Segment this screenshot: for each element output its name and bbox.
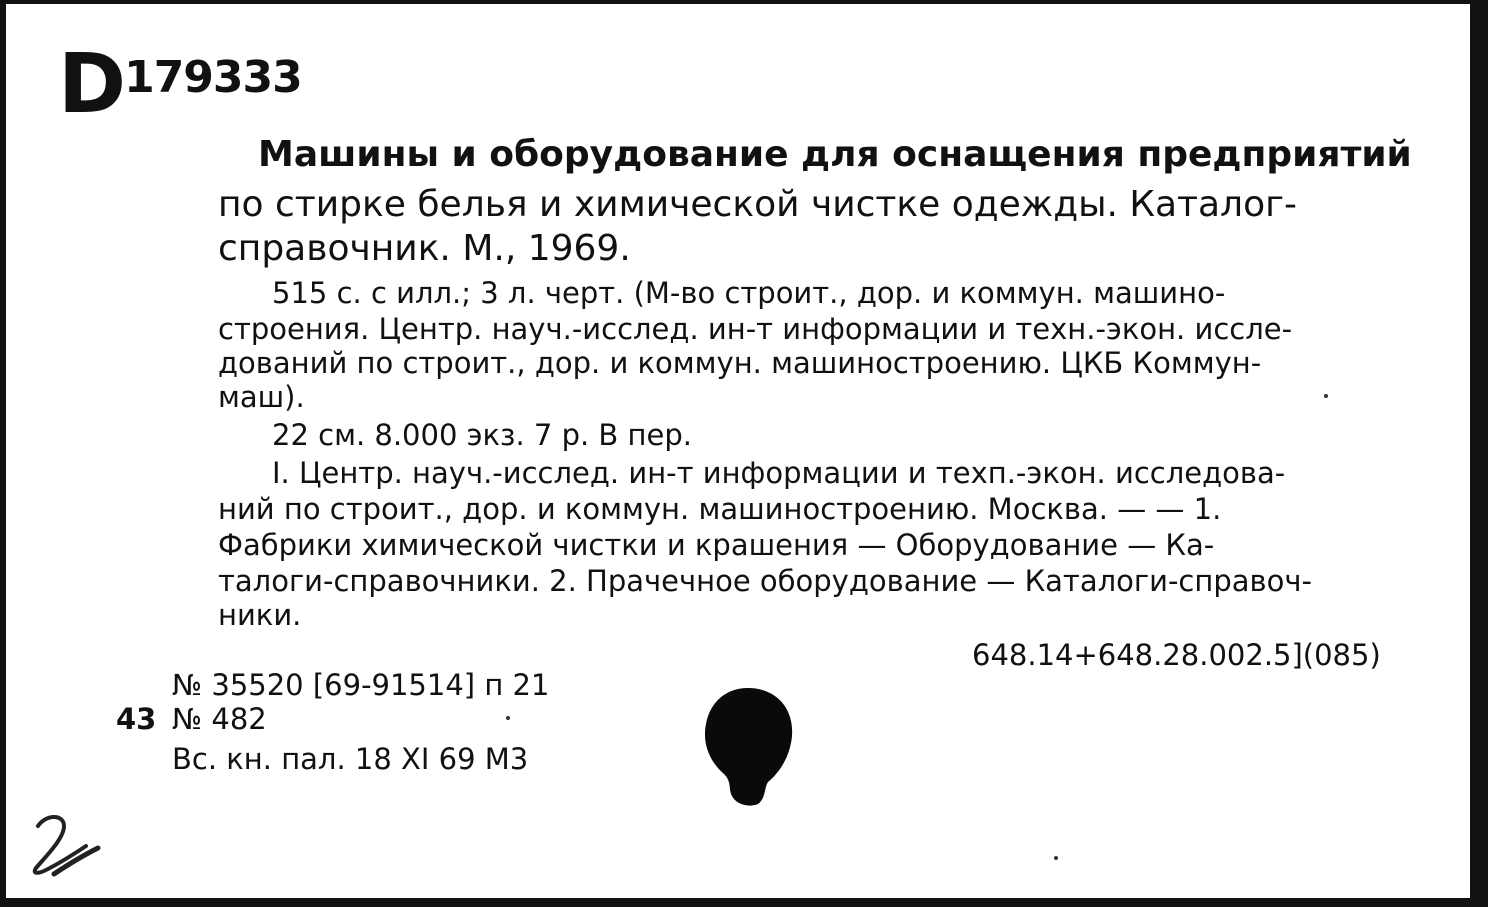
- registry-line-2-prefix: 43: [116, 702, 157, 736]
- description-line-2: строения. Центр. науч.-исслед. ин-т информации и техн.-экон. иссле-: [218, 312, 1293, 346]
- subjects-line-4: талоги-справочники. 2. Прачечное оборудование — Каталоги-справоч-: [218, 564, 1312, 598]
- format-line: 22 см. 8.000 экз. 7 р. В пер.: [272, 418, 692, 452]
- title-line-2: по стирке белья и химической чистке одежды. Каталог-: [218, 184, 1297, 225]
- card-border-top: [4, 0, 1474, 4]
- title-line-3: справочник. М., 1969.: [218, 228, 631, 269]
- ink-speck: [1054, 856, 1058, 860]
- card-border-left: [0, 0, 6, 907]
- ink-speck: [506, 716, 510, 720]
- classification-code: 648.14+648.28.002.5](085): [972, 638, 1381, 672]
- subjects-line-5: ники.: [218, 598, 302, 632]
- ink-blot-icon: [702, 684, 794, 808]
- description-line-1: 515 с. с илл.; 3 л. черт. (М-во строит., дор. и коммун. машино-: [272, 276, 1226, 310]
- inventory-stamp: [58, 37, 302, 132]
- title-line-1: Машины и оборудование для оснащения предприятий: [258, 134, 1412, 175]
- stamp-number: 179333: [124, 52, 302, 103]
- description-line-4: маш).: [218, 380, 305, 414]
- subjects-line-1: I. Центр. науч.-исслед. ин-т информации и техп.-экон. исследова-: [272, 456, 1286, 490]
- stamp-letter: D: [58, 37, 123, 132]
- description-line-3: дований по строит., дор. и коммун. машиностроению. ЦКБ Коммун-: [218, 346, 1262, 380]
- subjects-line-2: ний по строит., дор. и коммун. машиностроению. Москва. — — 1.: [218, 492, 1222, 526]
- card-border-right: [1470, 0, 1488, 907]
- registry-line-3: Вс. кн. пал. 18 XI 69 М3: [172, 742, 529, 776]
- handwritten-mark-icon: [24, 808, 104, 882]
- subjects-line-3: Фабрики химической чистки и крашения — Оборудование — Ка-: [218, 528, 1215, 562]
- ink-speck: [1324, 394, 1328, 398]
- card-border-bottom: [0, 898, 1488, 907]
- registry-line-2: № 482: [172, 702, 267, 736]
- registry-line-1: № 35520 [69-91514] п 21: [172, 668, 550, 702]
